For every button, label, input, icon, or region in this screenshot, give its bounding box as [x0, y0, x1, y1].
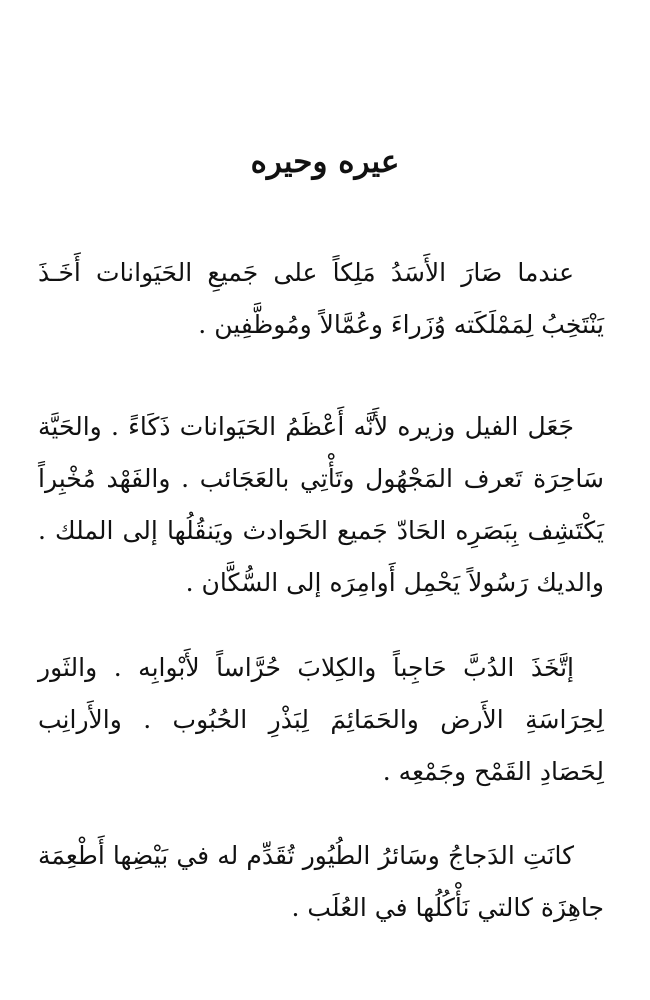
paragraph-line: لِحَصَادِ القَمْح وجَمْعِه .: [382, 757, 604, 786]
paragraph-line: يَكْتَشِف بِبَصَرِه الحَادّ جَميع الحَوادث ويَنقُلُها إلى الملك .: [38, 516, 604, 545]
story-title: عيره وحيره: [250, 144, 400, 180]
paragraph-line: كانَتِ الدَجاجُ وسَائرُ الطُيُور تُقَدِّم له في بَيْضِها أَطْعِمَة: [38, 841, 574, 870]
paragraph-line: إتَّخَذَ الدُبَّ حَاجِباً والكِلابَ حُرَّاساً لأَبْوابِه . والثَور: [38, 653, 574, 682]
paragraph-line: سَاحِرَة تَعرف المَجْهُول وتَأْتِي بالعَجَائب . والفَهْد مُخْبِراً: [38, 464, 604, 493]
paragraph-1: [38, 247, 604, 351]
paragraph-line: لِحِرَاسَةِ الأَرض والحَمَائِمَ لِبَذْرِ الحُبُوب . والأَرانِب: [38, 705, 604, 734]
paragraph-2: [38, 401, 604, 609]
paragraph-line: يَنْتَخِبُ لِمَمْلَكَته وُزَراءَ وعُمَّالاً ومُوظَّفِين .: [198, 310, 604, 339]
paragraph-line: جاهِزَة كالتي نَأْكُلُها في العُلَب .: [291, 893, 604, 922]
paragraph-line: والديك رَسُولاً يَحْمِل أَوامِرَه إلى السُّكَّان .: [185, 568, 604, 597]
paragraph-line: جَعَل الفيل وزيره لأَنَّه أَعْظَمُ الحَيَوانات ذَكَاءً . والحَيَّة: [38, 412, 574, 441]
paragraph-3: [38, 642, 604, 798]
paragraph-line: عندما صَارَ الأَسَدُ مَلِكاً على جَميعِ الحَيَوانات أَخَـذَ: [38, 258, 574, 287]
paragraph-4: [38, 830, 604, 934]
